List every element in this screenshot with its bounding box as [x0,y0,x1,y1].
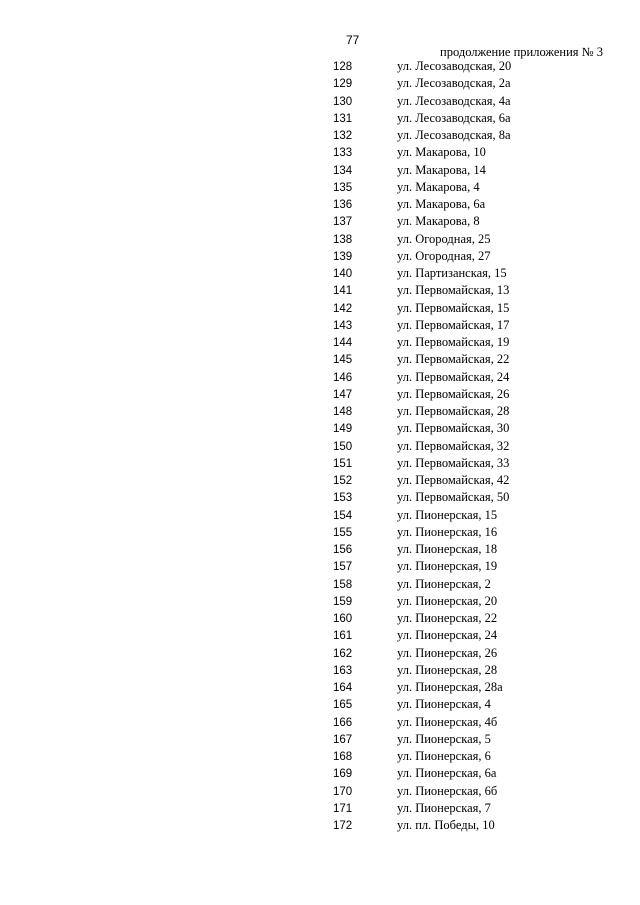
row-address: ул. Пионерская, 6 [397,749,491,763]
row-address: ул. Пионерская, 20 [397,593,498,608]
row-number: 153 [333,492,353,505]
row-address: ул. Лесозаводская, 6а [397,110,511,125]
row-address: ул. Пионерская, 4 [397,697,491,712]
row-number: 142 [333,302,353,315]
row-number: 141 [333,285,353,298]
row-address: ул. Лесозаводская, 20 [397,59,512,73]
row-address: ул. Пионерская, 6б [397,783,498,798]
row-number: 139 [333,250,353,263]
row-address: ул. Пионерская, 28 [397,662,498,677]
row-address: ул. Пионерская, 15 [397,507,498,522]
list-item [0,801,640,818]
row-address: ул. Партизанская, 15 [397,266,507,280]
row-number: 170 [333,785,353,798]
row-number: 156 [333,544,353,556]
row-number: 167 [333,733,353,746]
row-number: 171 [333,802,353,815]
row-address: ул. Первомайская, 13 [397,283,510,298]
row-number: 162 [333,647,353,660]
row-address: ул. Пионерская, 7 [397,800,491,815]
row-address: ул. Первомайская, 15 [397,300,510,315]
row-address: ул. Первомайская, 19 [397,335,510,349]
row-address: ул. Первомайская, 30 [397,421,510,436]
row-number: 132 [333,130,353,142]
row-address: ул. Пионерская, 18 [397,542,498,556]
list-item [0,180,640,197]
row-number: 149 [333,423,353,436]
row-number: 159 [333,595,353,608]
row-number: 168 [333,751,353,763]
appendix-note: продолжение приложения № 3 [440,45,603,59]
row-address: ул. Пионерская, 26 [397,645,498,660]
row-number: 135 [333,181,353,194]
list-item [0,232,640,249]
list-item [0,94,640,111]
list-item [0,404,640,421]
row-address: ул. Пионерская, 6а [397,766,497,781]
row-number: 140 [333,268,353,280]
list-item [0,594,640,611]
list-item [0,508,640,525]
row-number: 163 [333,664,353,677]
row-number: 143 [333,319,353,332]
row-number: 150 [333,440,353,453]
list-item [0,525,640,542]
list-item [0,732,640,749]
list-item [0,490,640,507]
list-item [0,301,640,318]
row-address: ул. Первомайская, 17 [397,317,510,332]
row-number: 165 [333,699,353,712]
list-item [0,439,640,456]
list-item [0,715,640,732]
row-number: 128 [333,61,353,73]
row-address: ул. Макарова, 14 [397,162,486,177]
row-number: 161 [333,630,353,643]
list-item [0,473,640,490]
address-list [0,59,640,835]
row-number: 133 [333,147,353,160]
list-item [0,266,640,283]
row-number: 164 [333,682,353,694]
row-address: ул. Первомайская, 22 [397,352,510,367]
list-item [0,456,640,473]
row-address: ул. пл. Победы, 10 [397,818,495,832]
row-number: 160 [333,613,353,625]
row-number: 148 [333,406,353,418]
row-number: 169 [333,768,353,781]
row-number: 158 [333,578,353,591]
row-number: 136 [333,199,353,211]
row-number: 154 [333,509,353,522]
row-address: ул. Пионерская, 16 [397,524,498,539]
row-address: ул. Первомайская, 50 [397,490,510,505]
list-item [0,214,640,231]
list-item [0,542,640,559]
list-item [0,611,640,628]
row-number: 144 [333,337,353,349]
row-address: ул. Огородная, 27 [397,248,491,263]
row-address: ул. Макарова, 6а [397,197,486,211]
row-address: ул. Макарова, 10 [397,145,486,160]
row-address: ул. Пионерская, 24 [397,628,498,643]
row-address: ул. Первомайская, 33 [397,455,510,470]
list-item [0,283,640,300]
row-address: ул. Первомайская, 32 [397,438,510,453]
list-item [0,111,640,128]
row-number: 151 [333,457,353,470]
row-address: ул. Макарова, 8 [397,214,480,229]
list-item [0,784,640,801]
row-address: ул. Лесозаводская, 2а [397,76,511,91]
row-number: 145 [333,354,353,367]
row-address: ул. Пионерская, 19 [397,559,498,574]
row-number: 130 [333,95,353,108]
row-address: ул. Пионерская, 5 [397,731,491,746]
list-item [0,145,640,162]
row-address: ул. Пионерская, 22 [397,611,498,625]
row-number: 157 [333,561,353,574]
row-number: 147 [333,388,353,401]
row-address: ул. Огородная, 25 [397,231,491,246]
list-item [0,697,640,714]
list-item [0,318,640,335]
row-number: 129 [333,78,353,91]
row-address: ул. Макарова, 4 [397,179,480,194]
row-number: 146 [333,371,353,384]
list-item [0,163,640,180]
list-item [0,352,640,369]
list-item [0,749,640,766]
row-number: 134 [333,164,353,177]
list-item [0,387,640,404]
list-item [0,59,640,76]
list-item [0,577,640,594]
row-address: ул. Пионерская, 2 [397,576,491,591]
list-item [0,680,640,697]
row-address: ул. Лесозаводская, 8а [397,128,511,142]
row-address: ул. Первомайская, 26 [397,386,510,401]
row-address: ул. Пионерская, 4б [397,714,498,729]
row-address: ул. Первомайская, 24 [397,369,510,384]
list-item [0,197,640,214]
list-item [0,628,640,645]
list-item [0,249,640,266]
list-item [0,766,640,783]
row-number: 138 [333,233,353,246]
row-number: 172 [333,820,353,832]
row-address: ул. Пионерская, 28а [397,680,503,694]
row-number: 166 [333,716,353,729]
list-item [0,335,640,352]
row-address: ул. Лесозаводская, 4а [397,93,511,108]
row-address: ул. Первомайская, 28 [397,404,510,418]
list-item [0,128,640,145]
list-item [0,646,640,663]
row-number: 152 [333,475,353,487]
list-item [0,663,640,680]
list-item [0,76,640,93]
list-item [0,421,640,438]
row-number: 137 [333,216,353,229]
row-number: 155 [333,526,353,539]
row-address: ул. Первомайская, 42 [397,473,510,487]
list-item [0,818,640,835]
list-item [0,559,640,576]
page-number: 77 [346,33,360,47]
list-item [0,370,640,387]
row-number: 131 [333,112,353,125]
